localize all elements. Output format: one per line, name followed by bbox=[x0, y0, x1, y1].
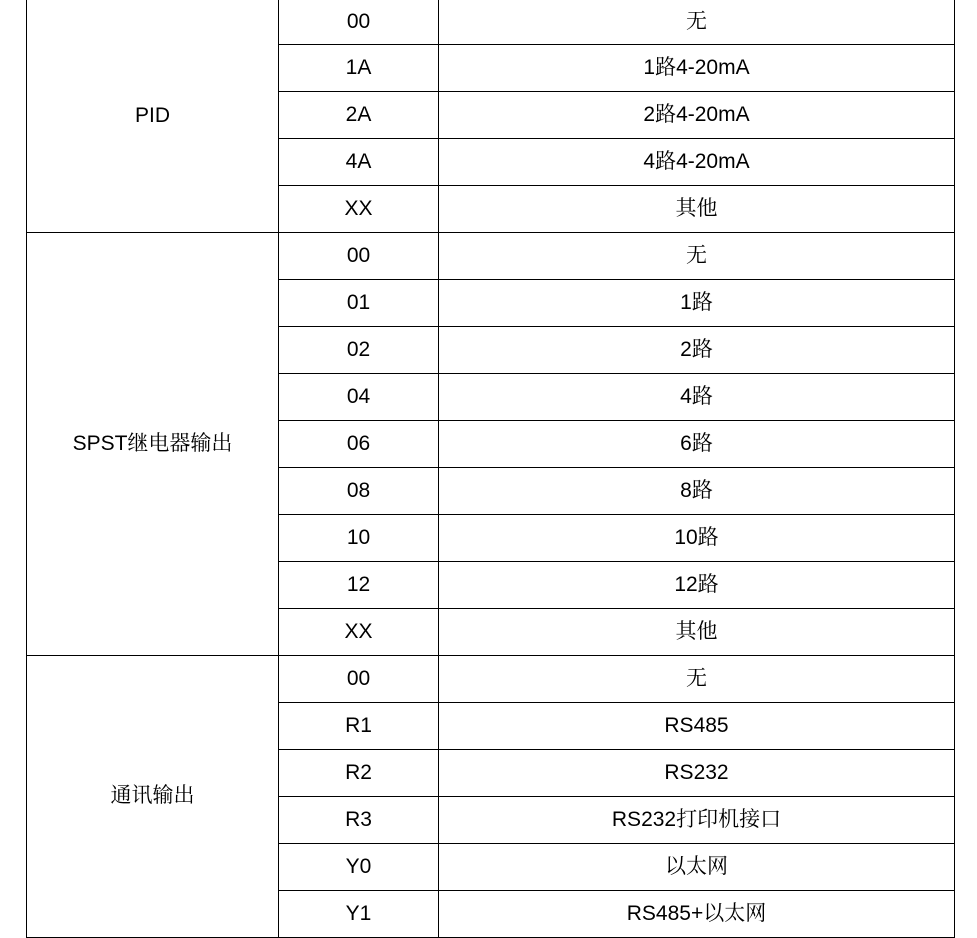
description-cell: 无 bbox=[439, 233, 955, 280]
code-cell: 04 bbox=[279, 374, 439, 421]
code-cell: 02 bbox=[279, 327, 439, 374]
code-cell: 12 bbox=[279, 562, 439, 609]
code-cell: 4A bbox=[279, 139, 439, 186]
code-cell: XX bbox=[279, 609, 439, 656]
group-label-communication-output: 通讯输出 bbox=[27, 656, 279, 938]
table-row bbox=[27, 656, 955, 703]
description-cell: RS485+以太网 bbox=[439, 891, 955, 938]
description-cell: RS232 bbox=[439, 750, 955, 797]
description-cell: 4路 bbox=[439, 374, 955, 421]
code-cell: 00 bbox=[279, 233, 439, 280]
description-cell: 以太网 bbox=[439, 844, 955, 891]
code-cell: 08 bbox=[279, 468, 439, 515]
description-cell: 1路4-20mA bbox=[439, 45, 955, 92]
description-cell: 4路4-20mA bbox=[439, 139, 955, 186]
description-cell: 12路 bbox=[439, 562, 955, 609]
description-cell: 10路 bbox=[439, 515, 955, 562]
description-cell: RS485 bbox=[439, 703, 955, 750]
description-cell: 8路 bbox=[439, 468, 955, 515]
description-cell: 无 bbox=[439, 656, 955, 703]
description-cell: 1路 bbox=[439, 280, 955, 327]
code-cell: R2 bbox=[279, 750, 439, 797]
group-label-pid: PID bbox=[27, 0, 279, 233]
code-cell: R3 bbox=[279, 797, 439, 844]
code-cell: 2A bbox=[279, 92, 439, 139]
code-cell: 01 bbox=[279, 280, 439, 327]
group-label-spst-relay-output: SPST继电器输出 bbox=[27, 233, 279, 656]
code-cell: Y0 bbox=[279, 844, 439, 891]
specification-table bbox=[26, 0, 955, 938]
code-cell: 00 bbox=[279, 0, 439, 45]
code-cell: 1A bbox=[279, 45, 439, 92]
table-row bbox=[27, 233, 955, 280]
description-cell: RS232打印机接口 bbox=[439, 797, 955, 844]
code-cell: Y1 bbox=[279, 891, 439, 938]
description-cell: 其他 bbox=[439, 609, 955, 656]
code-cell: R1 bbox=[279, 703, 439, 750]
code-cell: 06 bbox=[279, 421, 439, 468]
description-cell: 其他 bbox=[439, 186, 955, 233]
description-cell: 2路 bbox=[439, 327, 955, 374]
description-cell: 2路4-20mA bbox=[439, 92, 955, 139]
description-cell: 6路 bbox=[439, 421, 955, 468]
code-cell: 00 bbox=[279, 656, 439, 703]
description-cell: 无 bbox=[439, 0, 955, 45]
table-row bbox=[27, 0, 955, 45]
code-cell: XX bbox=[279, 186, 439, 233]
code-cell: 10 bbox=[279, 515, 439, 562]
